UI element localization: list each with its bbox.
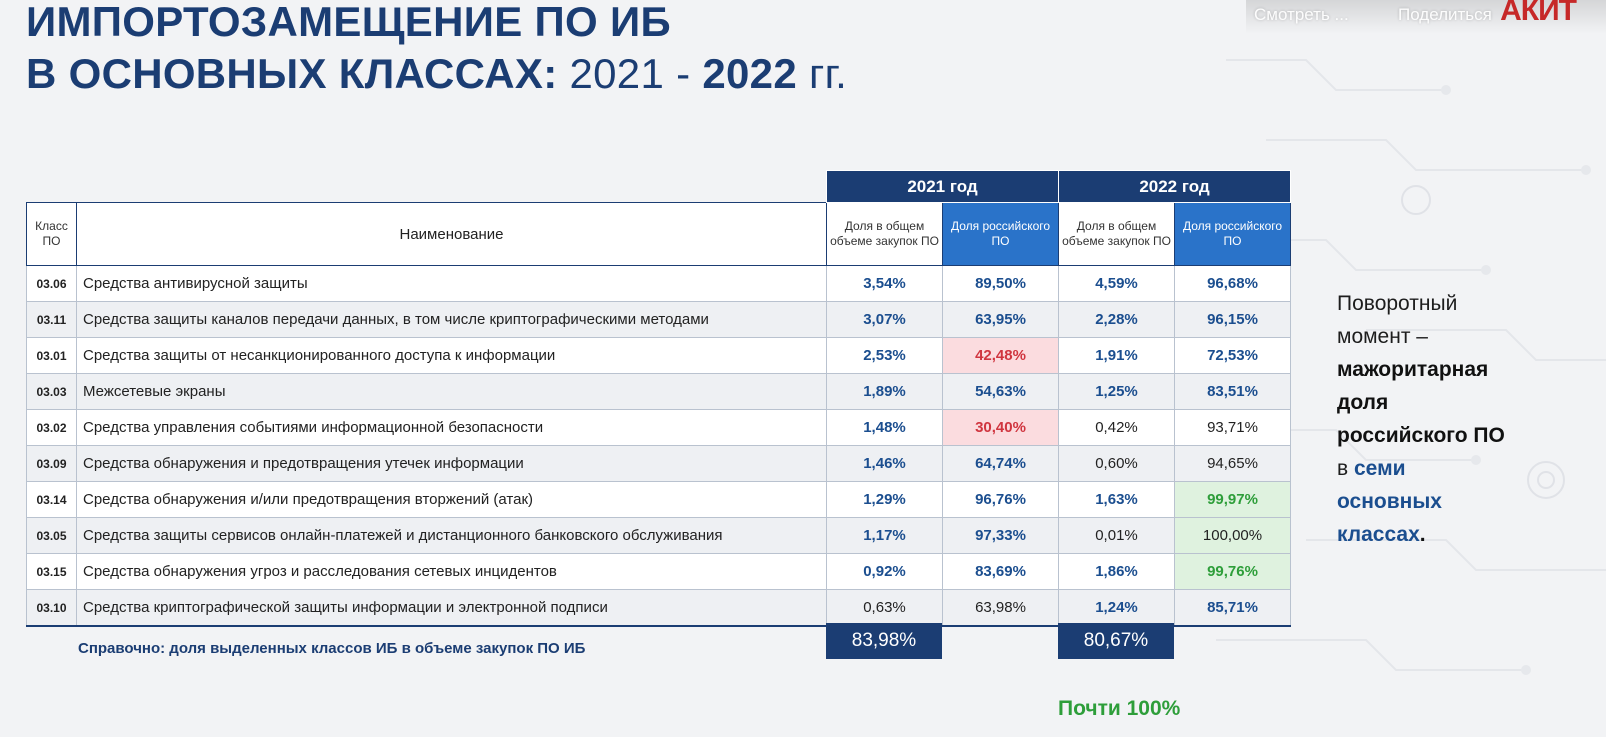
title-year-2021: 2021 - <box>569 50 691 97</box>
year-header-2021: 2021 год <box>827 171 1059 203</box>
row-code: 03.01 <box>27 338 77 374</box>
row-code: 03.10 <box>27 590 77 627</box>
row-name: Средства защиты каналов передачи данных, в том числе криптографическими методами <box>77 302 827 338</box>
akit-logo: АКИТ <box>1500 0 1576 27</box>
row-code: 03.03 <box>27 374 77 410</box>
row-name: Межсетевые экраны <box>77 374 827 410</box>
row-name: Средства обнаружения и/или предотвращения вторжений (атак) <box>77 482 827 518</box>
table-row <box>27 554 1291 590</box>
col-header-name: Наименование <box>77 203 827 266</box>
title-suffix: гг. <box>808 50 848 97</box>
cell-2022-ru: 83,51% <box>1175 374 1291 410</box>
side-line-8-suffix: . <box>1419 523 1426 546</box>
cell-2022-total: 4,59% <box>1059 266 1175 302</box>
cell-2022-total: 0,60% <box>1059 446 1175 482</box>
col-header-2022-share-total: Доля в общем объеме закупок ПО <box>1059 203 1175 266</box>
title-line-1: ИМПОРТОЗАМЕЩЕНИЕ ПО ИБ <box>26 0 671 45</box>
cell-2022-total: 0,42% <box>1059 410 1175 446</box>
row-code: 03.11 <box>27 302 77 338</box>
cell-2021-ru: 64,74% <box>943 446 1059 482</box>
table-row <box>27 374 1291 410</box>
title-line-2 <box>26 48 847 100</box>
cell-2021-total: 1,29% <box>827 482 943 518</box>
title-line-2-bold: В ОСНОВНЫХ КЛАССАХ: <box>26 50 558 97</box>
table-row <box>27 266 1291 302</box>
cell-2021-ru: 89,50% <box>943 266 1059 302</box>
row-name: Средства управления событиями информационной безопасности <box>77 410 827 446</box>
cell-2021-total: 0,63% <box>827 590 943 627</box>
table-row <box>27 338 1291 374</box>
side-line-6-blue: семи <box>1354 457 1406 480</box>
title-year-2022: 2022 <box>702 50 797 97</box>
col-header-code: Класс ПО <box>27 203 77 266</box>
side-callout <box>1337 287 1505 551</box>
cell-2022-total: 1,24% <box>1059 590 1175 627</box>
table-row <box>27 518 1291 554</box>
row-name: Средства антивирусной защиты <box>77 266 827 302</box>
side-line-2: момент – <box>1337 325 1428 348</box>
reference-note: Справочно: доля выделенных классов ИБ в объеме закупок ПО ИБ <box>78 640 586 657</box>
cell-2022-ru: 100,00% <box>1175 518 1291 554</box>
watch-later-button[interactable]: Смотреть ... <box>1254 5 1349 24</box>
cell-2021-ru: 63,98% <box>943 590 1059 627</box>
table-row <box>27 410 1291 446</box>
year-header-2022: 2022 год <box>1059 171 1291 203</box>
cell-2021-ru: 63,95% <box>943 302 1059 338</box>
cell-2022-total: 1,25% <box>1059 374 1175 410</box>
slide-title <box>26 0 847 100</box>
row-name: Средства обнаружения и предотвращения утечек информации <box>77 446 827 482</box>
cell-2022-ru: 94,65% <box>1175 446 1291 482</box>
row-code: 03.15 <box>27 554 77 590</box>
cell-2022-total: 2,28% <box>1059 302 1175 338</box>
row-name: Средства защиты сервисов онлайн-платежей и дистанционного банковского обслуживания <box>77 518 827 554</box>
table-row <box>27 446 1291 482</box>
total-2022: 80,67% <box>1058 623 1174 659</box>
cell-2021-ru: 54,63% <box>943 374 1059 410</box>
col-header-2021-share-total: Доля в общем объеме закупок ПО <box>827 203 943 266</box>
cell-2022-total: 1,86% <box>1059 554 1175 590</box>
row-code: 03.09 <box>27 446 77 482</box>
cell-2022-ru: 99,97% <box>1175 482 1291 518</box>
cell-2021-total: 1,17% <box>827 518 943 554</box>
col-header-2022-share-ru: Доля российского ПО <box>1175 203 1291 266</box>
row-name: Средства обнаружения угроз и расследования сетевых инцидентов <box>77 554 827 590</box>
cell-2021-ru: 83,69% <box>943 554 1059 590</box>
side-line-8 <box>1337 518 1505 551</box>
almost-100-label: Почти 100% <box>1058 697 1181 720</box>
cell-2021-ru: 42,48% <box>943 338 1059 374</box>
row-code: 03.05 <box>27 518 77 554</box>
cell-2021-total: 3,07% <box>827 302 943 338</box>
side-line-6 <box>1337 452 1505 485</box>
cell-2022-ru: 72,53% <box>1175 338 1291 374</box>
table-row <box>27 482 1291 518</box>
cell-2021-ru: 96,76% <box>943 482 1059 518</box>
cell-2021-total: 1,48% <box>827 410 943 446</box>
video-overlay-bar <box>1246 0 1606 34</box>
cell-2022-ru: 96,15% <box>1175 302 1291 338</box>
side-line-3: мажоритарная <box>1337 358 1489 381</box>
cell-2021-total: 1,46% <box>827 446 943 482</box>
cell-2021-ru: 30,40% <box>943 410 1059 446</box>
table-row <box>27 590 1291 627</box>
cell-2021-total: 0,92% <box>827 554 943 590</box>
cell-2022-total: 0,01% <box>1059 518 1175 554</box>
cell-2021-ru: 97,33% <box>943 518 1059 554</box>
side-line-1: Поворотный <box>1337 292 1458 315</box>
import-substitution-table <box>26 170 1291 627</box>
cell-2021-total: 3,54% <box>827 266 943 302</box>
col-header-2021-share-ru: Доля российского ПО <box>943 203 1059 266</box>
cell-2022-total: 1,63% <box>1059 482 1175 518</box>
side-line-7: основных <box>1337 490 1442 513</box>
side-line-8-blue: классах <box>1337 523 1420 546</box>
row-code: 03.06 <box>27 266 77 302</box>
row-code: 03.14 <box>27 482 77 518</box>
table-row <box>27 302 1291 338</box>
row-name: Средства защиты от несанкционированного доступа к информации <box>77 338 827 374</box>
row-code: 03.02 <box>27 410 77 446</box>
side-line-4: доля <box>1337 391 1389 414</box>
cell-2022-ru: 85,71% <box>1175 590 1291 627</box>
share-button[interactable]: Поделиться <box>1398 5 1492 24</box>
cell-2022-total: 1,91% <box>1059 338 1175 374</box>
total-2021: 83,98% <box>826 623 942 659</box>
side-line-5: российского ПО <box>1337 424 1505 447</box>
cell-2021-total: 2,53% <box>827 338 943 374</box>
cell-2022-ru: 96,68% <box>1175 266 1291 302</box>
cell-2022-ru: 99,76% <box>1175 554 1291 590</box>
side-line-6-prefix: в <box>1337 457 1349 480</box>
cell-2022-ru: 93,71% <box>1175 410 1291 446</box>
cell-2021-total: 1,89% <box>827 374 943 410</box>
row-name: Средства криптографической защиты информации и электронной подписи <box>77 590 827 627</box>
